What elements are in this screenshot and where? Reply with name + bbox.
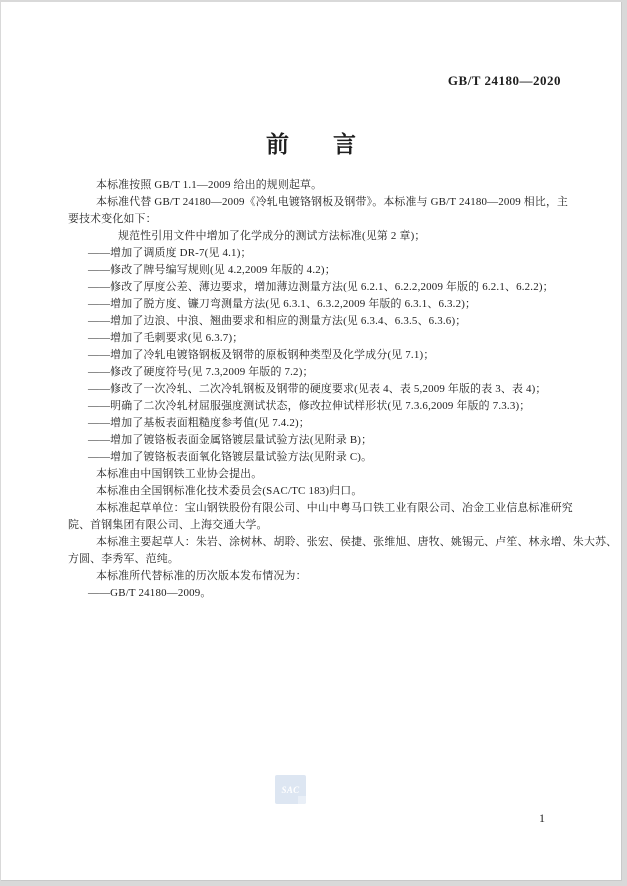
body-line: ——增加了脱方度、镰刀弯测量方法(见 6.3.1、6.3.2,2009 年版的 6.3.1、6.3.2)； (88, 298, 477, 310)
sac-watermark-logo (275, 775, 306, 804)
body-line: 院、首钢集团有限公司、上海交通大学。 (68, 519, 268, 531)
body-line: 本标准由全国钢标准化技术委员会(SAC/TC 183)归口。 (96, 485, 363, 497)
body-line: 本标准代替 GB/T 24180—2009《冷轧电镀铬钢板及钢带》。本标准与 GB/T 24180—2009 相比，主 (96, 196, 569, 208)
standard-number: GB/T 24180—2020 (447, 73, 561, 88)
body-line: 本标准所代替标准的历次版本发布情况为： (96, 570, 307, 582)
body-line: 规范性引用文件中增加了化学成分的测试方法标准(见第 2 章)； (118, 230, 426, 242)
body-line: 本标准主要起草人：朱岩、涂树林、胡聆、张宏、侯捷、张维旭、唐牧、姚锡元、卢笙、林永增、朱大苏、 (96, 536, 618, 548)
body-line: 本标准由中国钢铁工业协会提出。 (96, 468, 263, 480)
body-line: ——增加了镀铬板表面金属铬镀层量试验方法(见附录 B)； (88, 434, 373, 446)
document-page (1, 2, 622, 881)
body-line: ——增加了镀铬板表面氧化铬镀层量试验方法(见附录 C)。 (88, 451, 373, 463)
body-line: ——增加了基板表面粗糙度参考值(见 7.4.2)； (88, 417, 310, 429)
body-line: ——增加了毛刺要求(见 6.3.7)； (88, 332, 244, 344)
body-line: 本标准起草单位：宝山钢铁股份有限公司、中山中粤马口铁工业有限公司、冶金工业信息标准研究 (96, 502, 573, 514)
body-line: 方圆、李秀军、范纯。 (68, 553, 179, 565)
sac-watermark-label: SAC (281, 784, 300, 795)
body-line: 要技术变化如下： (68, 213, 157, 225)
body-line: ——增加了边浪、中浪、翘曲要求和相应的测量方法(见 6.3.4、6.3.5、6.3.6)； (88, 315, 467, 327)
body-line: 本标准按照 GB/T 1.1—2009 给出的规则起草。 (96, 179, 323, 191)
body-line: ——GB/T 24180—2009。 (88, 587, 212, 599)
body-line: ——修改了硬度符号(见 7.3,2009 年版的 7.2)； (88, 366, 314, 378)
body-line: ——增加了冷轧电镀铬钢板及钢带的原板钢种类型及化学成分(见 7.1)； (88, 349, 435, 361)
page-number: 1 (539, 811, 545, 825)
foreword-body (68, 177, 618, 602)
body-line: ——增加了调质度 DR-7(见 4.1)； (88, 247, 252, 259)
body-line: ——修改了一次冷轧、二次冷轧钢板及钢带的硬度要求(见表 4、表 5,2009 年版的表 3、表 4)； (88, 383, 547, 395)
body-line: ——修改了厚度公差、薄边要求，增加薄边测量方法(见 6.2.1、6.2.2,2009 年版的 6.2.1、6.2.2)； (88, 281, 554, 293)
body-line: ——修改了牌号编写规则(见 4.2,2009 年版的 4.2)； (88, 264, 336, 276)
body-line: ——明确了二次冷轧材屈服强度测试状态，修改拉伸试样形状(见 7.3.6,2009 年版的 7.3.3)； (88, 400, 531, 412)
foreword-title: 前言 (266, 132, 400, 157)
